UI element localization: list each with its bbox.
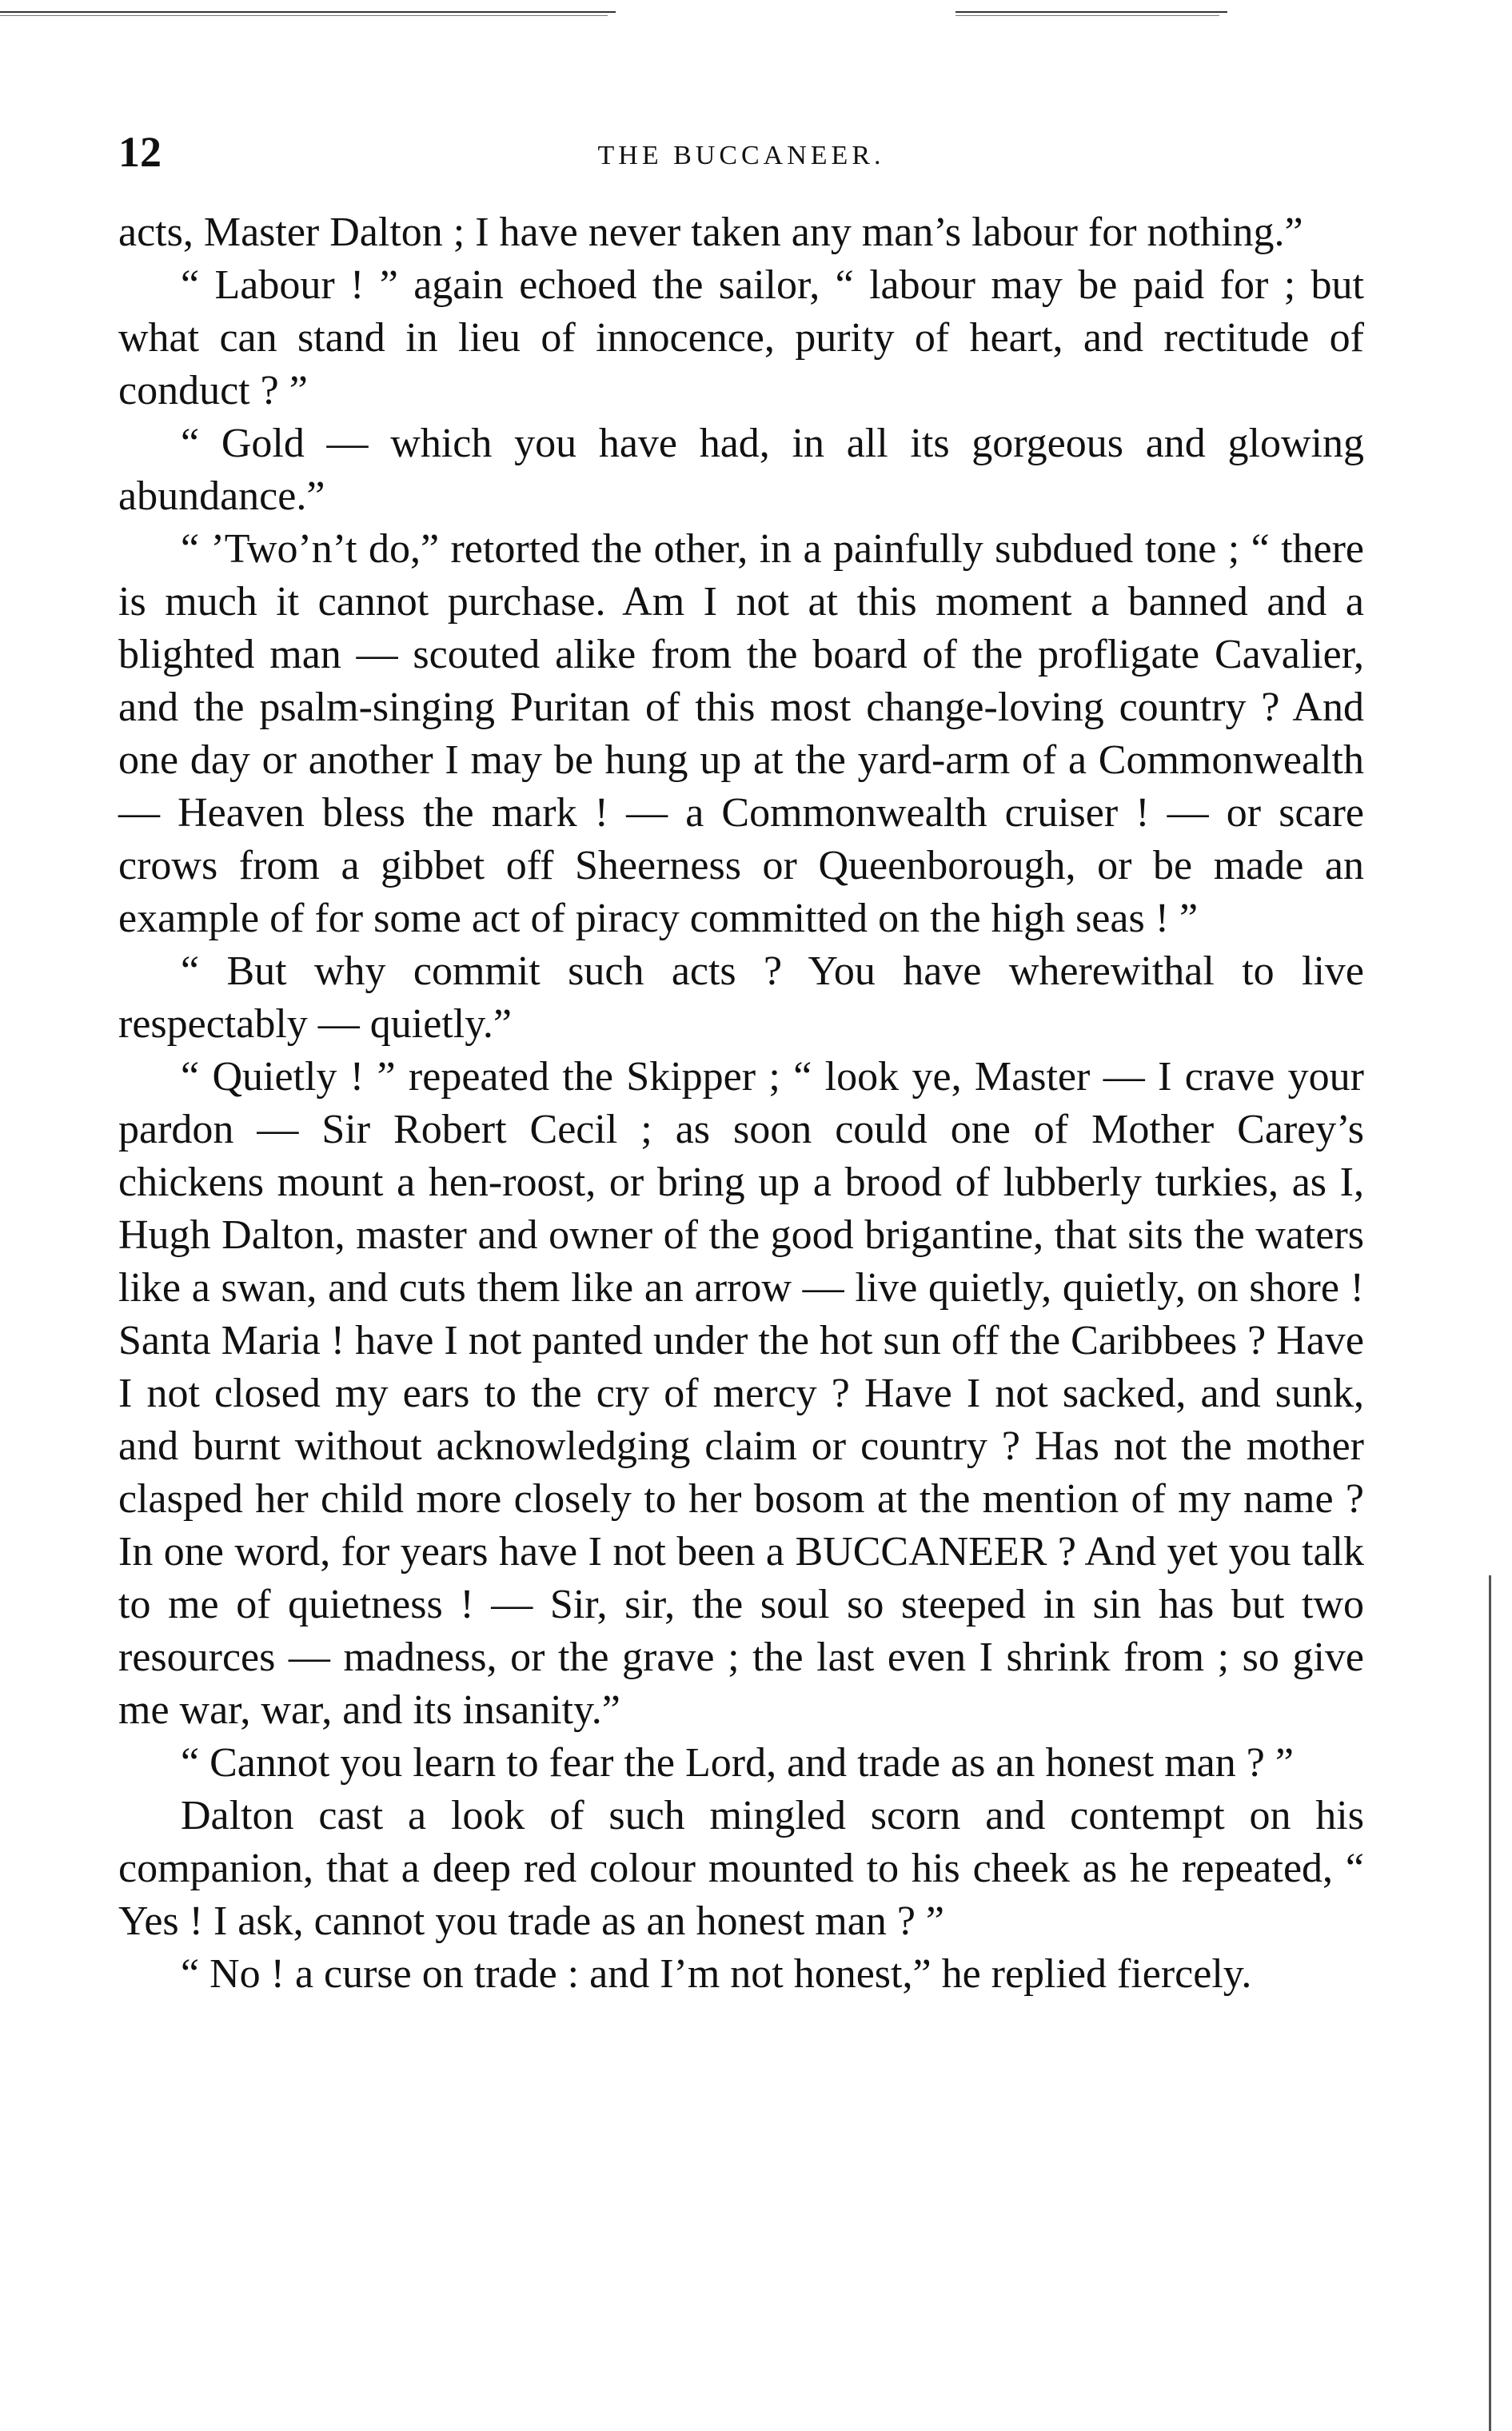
top-rule-right: [955, 11, 1227, 13]
paragraph-2: “ Labour ! ” again echoed the sailor, “ labour may be paid for ; but what can stand in lieu of innocence, purity of heart, and rectitude of conduct ? ”: [118, 262, 1364, 413]
top-rule-left-thin: [0, 15, 608, 16]
paragraph-5: “ But why commit such acts ? You have wherewithal to live respectably — quietly.”: [118, 948, 1364, 1047]
running-title: THE BUCCANEER.: [597, 141, 885, 170]
page-header: [118, 124, 1364, 180]
paragraph-6: “ Quietly ! ” repeated the Skipper ; “ look ye, Master — I crave your pardon — Sir Robert Cecil ; as soon could one of Mother Carey’s chickens mount a hen-roost, or bring up a brood of lubberly turkies, as I, Hugh Dalton, master and owner of the good brigantine, that sits the waters like a swan, and cuts them like an arrow — live quietly, quietly, on shore ! Santa Maria ! have I not panted under the hot sun off the Caribbees ? Have I not closed my ears to the cry of mercy ? Have I not sacked, and sunk, and burnt without acknowledging claim or country ? Has not the mother clasped her child more closely to her bosom at the mention of my name ? In one word, for years have I not been a BUCCANEER ? And yet you talk to me of quietness ! — Sir, sir, the soul so steeped in sin has but two resources — madness, or the grave ; the last even I shrink from ; so give me war, war, and its insanity.”: [118, 1054, 1364, 1733]
page-number: 12: [118, 128, 162, 176]
paragraph-1: acts, Master Dalton ; I have never taken any man’s labour for nothing.”: [118, 210, 1303, 255]
paragraph-9: “ No ! a curse on trade : and I’m not honest,” he replied fiercely.: [181, 1951, 1252, 1997]
top-rule-right-thin: [955, 15, 1219, 16]
paragraph-7: “ Cannot you learn to fear the Lord, and trade as an honest man ? ”: [181, 1740, 1294, 1786]
paragraph-8: Dalton cast a look of such mingled scorn and contempt on his companion, that a deep red colour mounted to his cheek as he repeated, “ Yes ! I ask, cannot you trade as an honest man ? ”: [118, 1793, 1364, 1944]
paragraph-4: “ ’Two’n’t do,” retorted the other, in a painfully subdued tone ; “ there is much it cannot purchase. Am I not at this moment a banned and a blighted man — scouted alike from the board of the profligate Cavalier, and the psalm-singing Puritan of this most change-loving country ? And one day or another I may be hung up at the yard-arm of a Commonwealth — Heaven bless the mark ! — a Commonwealth cruiser ! — or scare crows from a gibbet off Sheerness or Queenborough, or be made an example of for some act of piracy committed on the high seas ! ”: [118, 526, 1364, 941]
paragraph-3: “ Gold — which you have had, in all its gorgeous and glowing abundance.”: [118, 421, 1364, 519]
top-rule-left: [0, 11, 616, 13]
body-text: [118, 206, 1364, 2001]
right-margin-mark: [1489, 1575, 1491, 2431]
